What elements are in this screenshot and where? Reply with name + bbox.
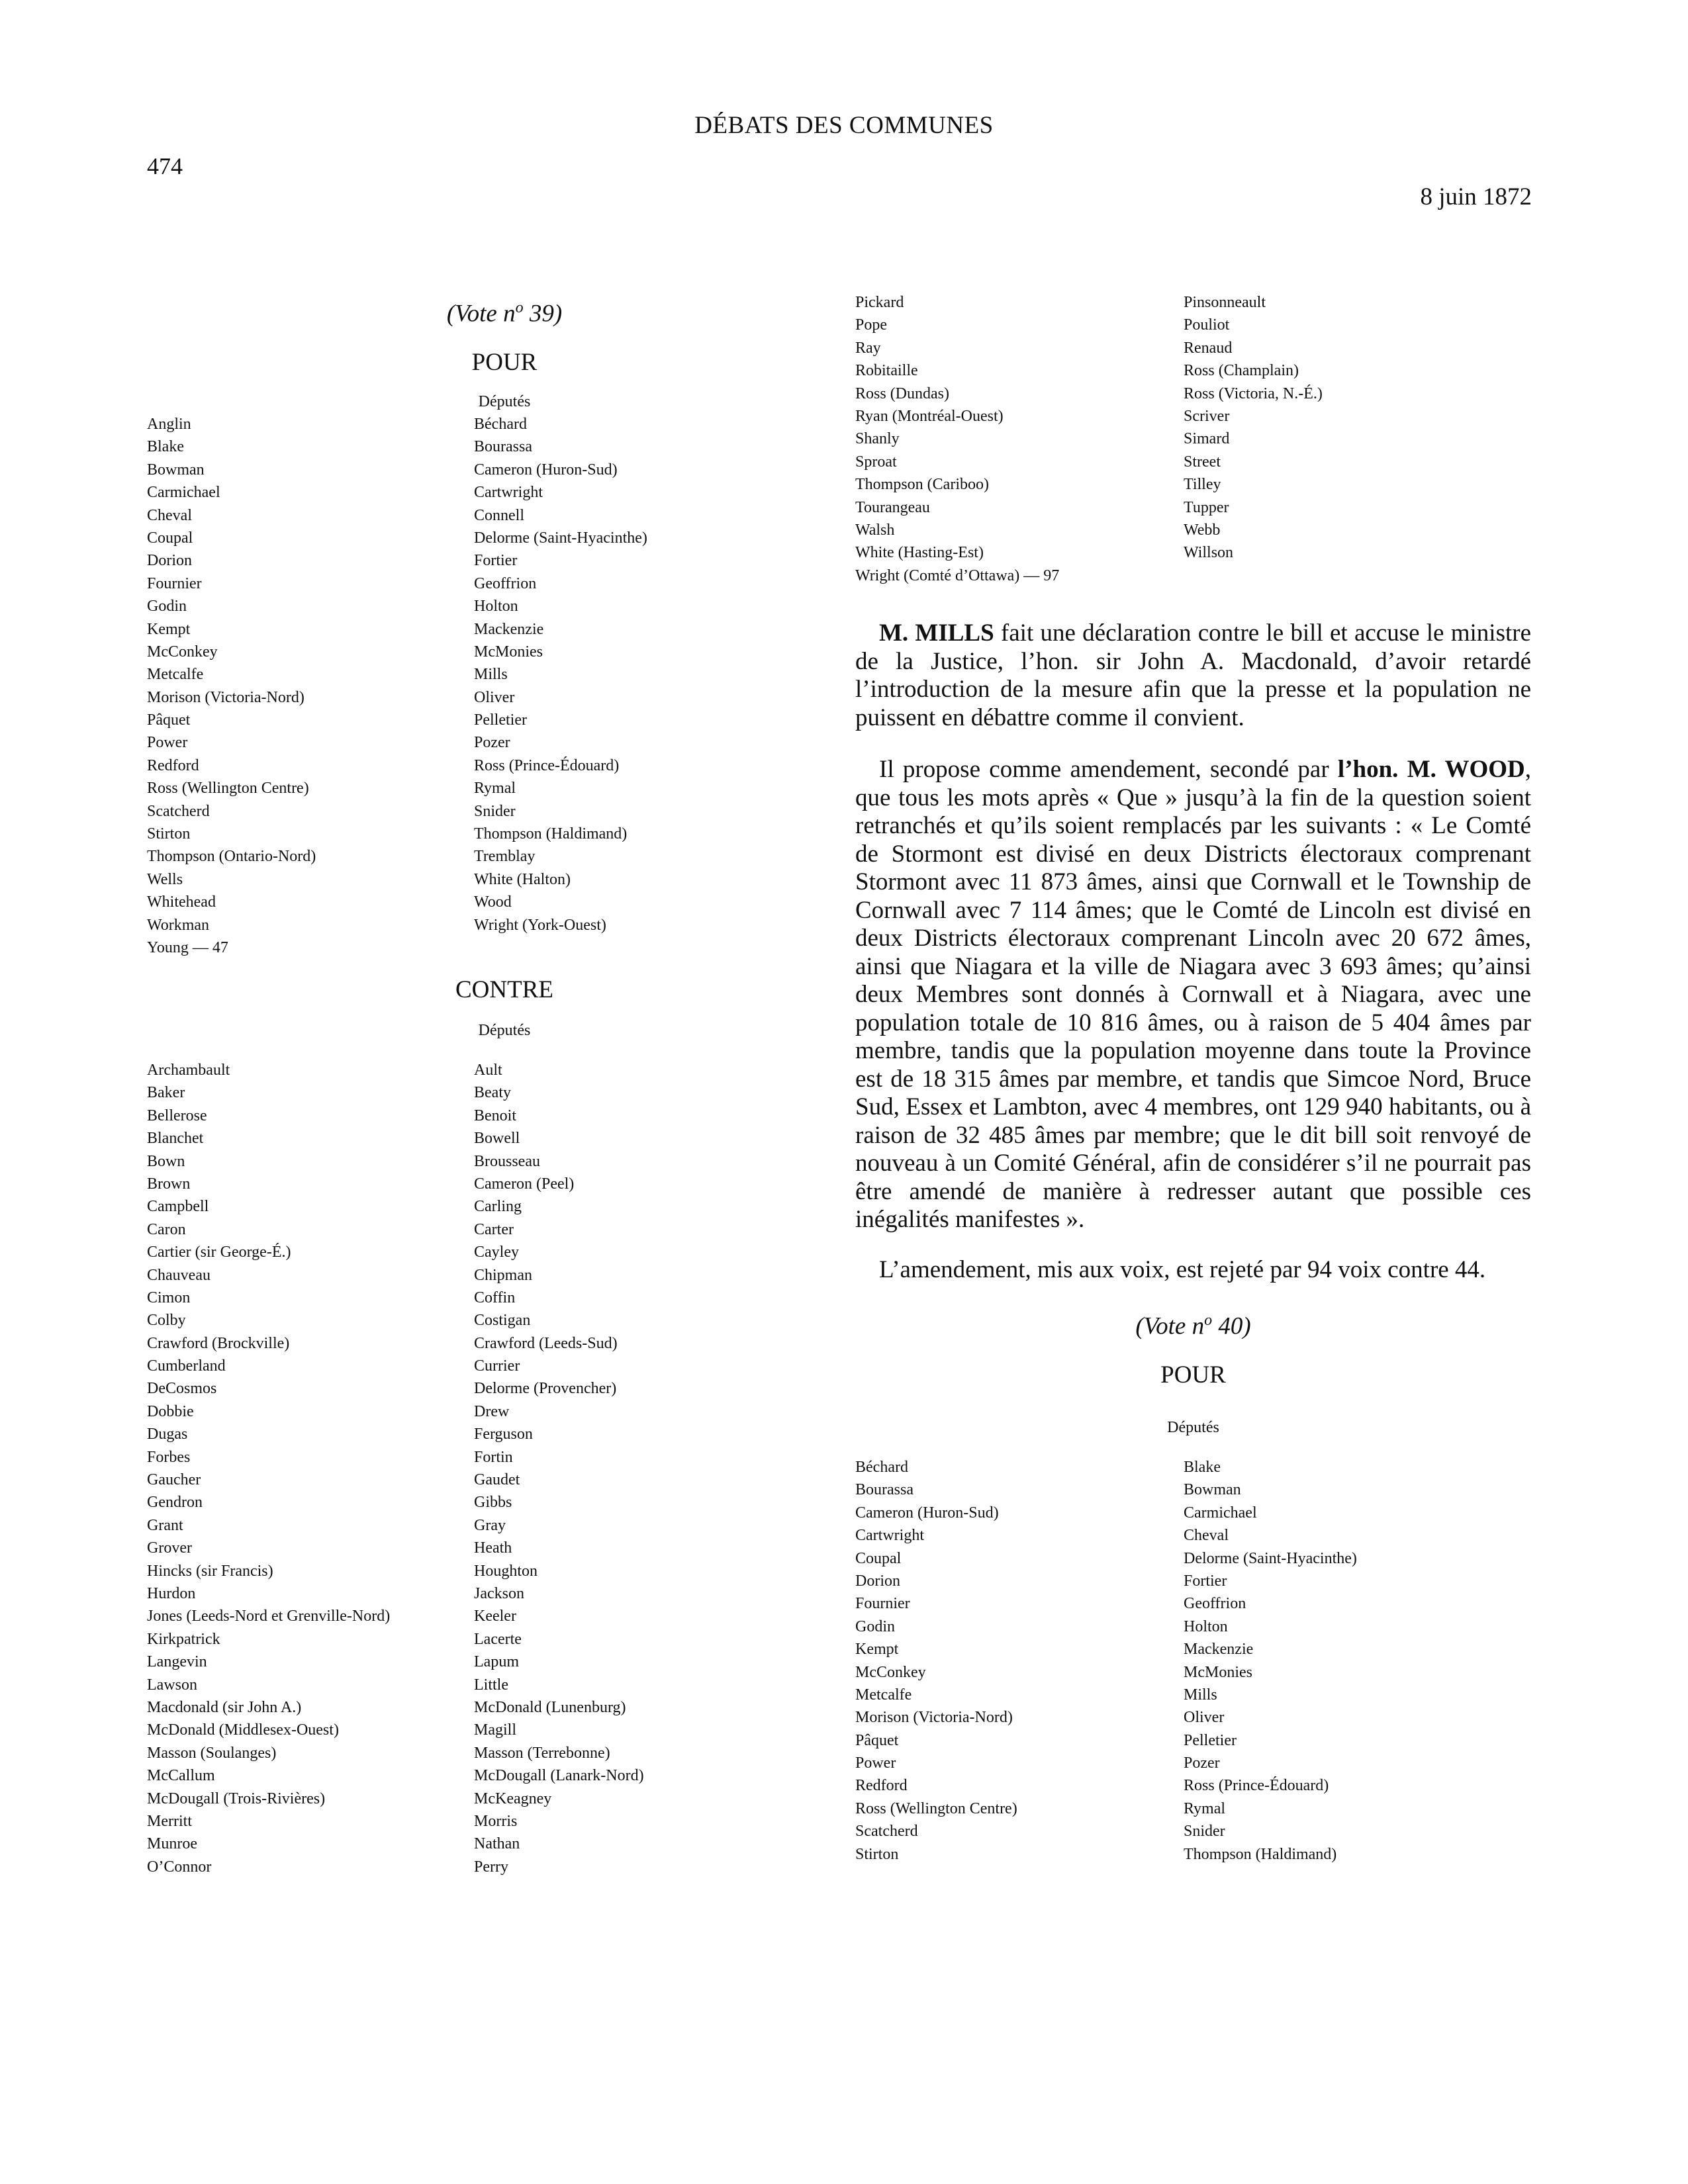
member-name: Redford [855, 1777, 908, 1795]
member-name: Fournier [855, 1595, 910, 1613]
speaker-mills: M. MILLS [879, 619, 994, 647]
member-name: Holton [474, 598, 518, 615]
member-name: Sproat [855, 453, 897, 471]
member-name: Forbes [147, 1448, 191, 1466]
member-name: Tilley [1184, 476, 1221, 494]
member-name: Gaudet [474, 1471, 520, 1489]
member-name: White (Hasting-Est) [855, 544, 984, 562]
member-name: Bourassa [474, 438, 532, 456]
member-name: Perry [474, 1858, 508, 1876]
vote-40-heading-suffix: 40) [1212, 1312, 1251, 1340]
member-name: Robitaille [855, 362, 918, 380]
member-name: Cimon [147, 1289, 191, 1306]
member-name: Blake [147, 438, 184, 456]
vote-39-heading-prefix: (Vote n [446, 300, 516, 328]
member-name: Cartwright [855, 1527, 924, 1545]
member-name: Dorion [855, 1572, 900, 1590]
paragraph-amendment [855, 756, 1531, 1234]
vote-40-heading-prefix: (Vote n [1135, 1312, 1205, 1340]
member-name: Shanly [855, 430, 900, 448]
member-name: Chipman [474, 1266, 532, 1284]
member-name: Munroe [147, 1835, 197, 1853]
member-name: Pinsonneault [1184, 294, 1266, 311]
member-name: Pâquet [855, 1731, 899, 1749]
member-name: Cameron (Huron-Sud) [855, 1504, 999, 1522]
member-name: Renaud [1184, 339, 1233, 357]
member-name: Cumberland [147, 1357, 226, 1375]
member-name: Béchard [855, 1459, 908, 1476]
speaker-wood: l’hon. M. WOOD [1337, 756, 1525, 783]
member-name: Coupal [855, 1549, 902, 1567]
member-name: Gibbs [474, 1494, 512, 1512]
member-name: McMonies [1184, 1663, 1252, 1681]
member-name: Wood [474, 893, 512, 911]
member-name: Carmichael [1184, 1504, 1257, 1522]
member-name: Delorme (Saint-Hyacinthe) [474, 529, 647, 547]
member-name: Macdonald (sir John A.) [147, 1698, 302, 1716]
member-name: Webb [1184, 521, 1221, 539]
member-name: McConkey [855, 1663, 926, 1681]
vote-40-pour-subheading: Députés [1167, 1419, 1219, 1436]
member-name: Tourangeau [855, 498, 930, 516]
member-name: O’Connor [147, 1858, 212, 1876]
member-name: Little [474, 1676, 508, 1694]
vote-40-heading [855, 1312, 1531, 1340]
member-name: Lawson [147, 1676, 197, 1694]
vote-39-pour-col1 [147, 413, 316, 959]
member-name: Pope [855, 316, 887, 334]
member-name: Crawford (Brockville) [147, 1334, 290, 1352]
member-name: Pelletier [1184, 1731, 1237, 1749]
member-name: Ross (Victoria, N.-É.) [1184, 385, 1323, 402]
paragraph-mills [855, 619, 1531, 732]
member-name: Ross (Wellington Centre) [147, 780, 309, 797]
member-name: Oliver [1184, 1709, 1225, 1727]
member-name: Godin [147, 598, 187, 615]
member-name: Scatcherd [855, 1823, 918, 1841]
member-name: Keeler [474, 1608, 516, 1625]
member-name: Cameron (Peel) [474, 1175, 575, 1193]
page-number: 474 [147, 153, 183, 179]
member-name: McCallum [147, 1767, 215, 1785]
paragraph-amendment-body: , que tous les mots après « Que » jusqu’à la fin de la question soient retranchés et qu’ils soient remplacés par les suivants : « Le Comté de Stormont est divisé en deux Districts électoraux comprenant Stormont avec 11 873 âmes, ainsi que Cornwall et le Township de Cornwall avec 7 114 âmes; que le Comté de Lincoln est divisé en deux Districts électoraux comprenant Lincoln avec 20 672 âmes, ainsi que Niagara et la ville de Niagara avec 3 693 âmes; qu’ainsi deux Membres sont donnés à Cornwall et à Niagara, avec une population totale de 10 816 âmes, ou à raison de 5 404 âmes par membre, tandis que la population moyenne dans toute la Province est de 18 315 âmes par membre, et tandis que Simcoe Nord, Bruce Sud, Essex et Lambton, avec 4 membres, ont 129 940 habitants, ou à raison de 32 485 âmes par membre; que le dit bill soit renvoyé de nouveau à un Comité Général, afin de considérer s’il ne pourrait pas être amendé de manière à redresser autant que possible ces inégalités manifestes ». [855, 756, 1531, 1233]
member-name: Dobbie [147, 1402, 194, 1420]
vote-39-contre-continued-col1 [855, 291, 1059, 587]
member-name: Metcalfe [855, 1686, 912, 1704]
member-name: Power [855, 1754, 896, 1772]
member-name: Nathan [474, 1835, 520, 1853]
member-name: Delorme (Saint-Hyacinthe) [1184, 1549, 1357, 1567]
member-name: Cayley [474, 1244, 519, 1261]
member-name: Thompson (Haldimand) [474, 825, 628, 843]
paragraph-mills-body: fait une déclaration contre le bill et accuse le ministre de la Justice, l’hon. sir John A. Macdonald, d’avoir retardé l’introduction de la mesure afin que la presse et la population ne puissent en débattre comme il convient. [855, 619, 1531, 731]
member-name: Bellerose [147, 1107, 207, 1124]
member-name: Baker [147, 1084, 185, 1102]
member-name: Carmichael [147, 484, 220, 502]
member-name: Dugas [147, 1426, 188, 1443]
member-name: Workman [147, 916, 210, 934]
member-name: McDonald (Middlesex-Ouest) [147, 1721, 339, 1739]
member-name: Blanchet [147, 1130, 204, 1148]
member-name: McDonald (Lunenburg) [474, 1698, 626, 1716]
member-name: Costigan [474, 1312, 531, 1330]
member-name: Heath [474, 1539, 512, 1557]
member-name: Hurdon [147, 1584, 196, 1602]
vote-40-pour-col2 [1184, 1456, 1357, 1866]
member-name: Cheval [147, 506, 192, 524]
member-name: Archambault [147, 1062, 230, 1079]
vote-39-contre-continued-col2 [1184, 291, 1323, 565]
member-name: Young — 47 [147, 938, 228, 956]
member-name: Gaucher [147, 1471, 201, 1489]
member-name: DeCosmos [147, 1380, 217, 1398]
member-name: Jones (Leeds-Nord et Grenville-Nord) [147, 1608, 391, 1625]
member-name: Ross (Wellington Centre) [855, 1799, 1017, 1817]
member-name: Gendron [147, 1494, 203, 1512]
member-name: Chauveau [147, 1266, 211, 1284]
member-name: Bowman [1184, 1481, 1241, 1499]
member-name: Cartier (sir George-É.) [147, 1244, 291, 1261]
member-name: Pickard [855, 294, 904, 311]
member-name: McMonies [474, 643, 543, 660]
vote-39-pour-subheading: Députés [478, 393, 531, 410]
vote-40-pour-col1 [855, 1456, 1017, 1866]
member-name: Fortin [474, 1448, 513, 1466]
paragraph-amendment-start: Il propose comme amendement, secondé par [879, 756, 1338, 783]
member-name: Scriver [1184, 407, 1230, 425]
member-name: Snider [474, 802, 516, 820]
member-name: Delorme (Provencher) [474, 1380, 617, 1398]
member-name: Wright (York-Ouest) [474, 916, 606, 934]
member-name: Ferguson [474, 1426, 533, 1443]
member-name: Brousseau [474, 1152, 540, 1170]
member-name: Magill [474, 1721, 516, 1739]
member-name: Pâquet [147, 711, 191, 729]
vote-39-contre-col2 [474, 1059, 644, 1878]
vote-40-pour-heading: POUR [1160, 1361, 1226, 1388]
member-name: Mackenzie [474, 620, 544, 638]
vote-39-contre-col1 [147, 1059, 390, 1878]
member-name: Fortier [1184, 1572, 1227, 1590]
member-name: Colby [147, 1312, 186, 1330]
member-name: Thompson (Cariboo) [855, 476, 989, 494]
member-name: Morris [474, 1812, 518, 1830]
member-name: Power [147, 734, 188, 752]
member-name: Geoffrion [1184, 1595, 1246, 1613]
member-name: Fortier [474, 552, 518, 570]
member-name: Pozer [1184, 1754, 1220, 1772]
member-name: Tupper [1184, 498, 1229, 516]
member-name: Redford [147, 756, 199, 774]
member-name: Godin [855, 1617, 895, 1635]
member-name: McConkey [147, 643, 218, 660]
member-name: Tremblay [474, 848, 536, 866]
member-name: Lapum [474, 1653, 519, 1671]
member-name: Rymal [474, 780, 516, 797]
member-name: Rymal [1184, 1799, 1226, 1817]
member-name: Pozer [474, 734, 510, 752]
member-name: Oliver [474, 688, 515, 706]
member-name: Blake [1184, 1459, 1221, 1476]
member-name: Dorion [147, 552, 192, 570]
member-name: Cameron (Huron-Sud) [474, 461, 618, 478]
member-name: McDougall (Lanark-Nord) [474, 1767, 644, 1785]
member-name: Connell [474, 506, 524, 524]
member-name: Gray [474, 1516, 506, 1534]
member-name: Bowman [147, 461, 205, 478]
member-name: Mackenzie [1184, 1641, 1254, 1659]
vote-39-heading-sup: o [515, 299, 524, 316]
member-name: Grant [147, 1516, 183, 1534]
member-name: Ross (Champlain) [1184, 362, 1299, 380]
member-name: Snider [1184, 1823, 1225, 1841]
member-name: Cheval [1184, 1527, 1229, 1545]
member-name: Kirkpatrick [147, 1630, 220, 1648]
member-name: Ray [855, 339, 881, 357]
member-name: Mills [474, 666, 508, 684]
member-name: White (Halton) [474, 870, 571, 888]
member-name: Houghton [474, 1562, 538, 1580]
member-name: Hincks (sir Francis) [147, 1562, 273, 1580]
member-name: Coupal [147, 529, 193, 547]
member-name: Thompson (Ontario-Nord) [147, 848, 316, 866]
vote-39-heading-suffix: 39) [523, 300, 563, 328]
member-name: Fournier [147, 574, 202, 592]
member-name: Scatcherd [147, 802, 210, 820]
member-name: Grover [147, 1539, 192, 1557]
member-name: Ross (Dundas) [855, 385, 949, 402]
member-name: Masson (Terrebonne) [474, 1744, 610, 1762]
member-name: Ross (Prince-Édouard) [1184, 1777, 1329, 1795]
running-header: DÉBATS DES COMMUNES [694, 112, 994, 139]
member-name: Jackson [474, 1584, 524, 1602]
vote-40-heading-sup: o [1204, 1312, 1213, 1329]
member-name: Cartwright [474, 484, 543, 502]
member-name: Carling [474, 1198, 522, 1216]
member-name: Campbell [147, 1198, 209, 1216]
member-name: Ross (Prince-Édouard) [474, 756, 620, 774]
member-name: Crawford (Leeds-Sud) [474, 1334, 618, 1352]
member-name: Langevin [147, 1653, 207, 1671]
member-name: Whitehead [147, 893, 216, 911]
vote-39-contre-heading: CONTRE [455, 976, 553, 1003]
member-name: Ryan (Montréal-Ouest) [855, 407, 1004, 425]
member-name: Street [1184, 453, 1221, 471]
member-name: Anglin [147, 416, 191, 433]
member-name: Wright (Comté d’Ottawa) — 97 [855, 567, 1060, 584]
member-name: Pelletier [474, 711, 527, 729]
member-name: Thompson (Haldimand) [1184, 1845, 1337, 1863]
member-name: Simard [1184, 430, 1230, 448]
page-date: 8 juin 1872 [1420, 183, 1532, 210]
member-name: Morison (Victoria-Nord) [855, 1709, 1013, 1727]
vote-39-pour-col2 [474, 413, 647, 936]
member-name: Stirton [147, 825, 191, 843]
member-name: Caron [147, 1220, 186, 1238]
vote-39-contre-subheading: Députés [478, 1022, 531, 1039]
member-name: Drew [474, 1402, 510, 1420]
member-name: Lacerte [474, 1630, 522, 1648]
member-name: McDougall (Trois-Rivières) [147, 1790, 326, 1807]
member-name: Béchard [474, 416, 527, 433]
member-name: McKeagney [474, 1790, 552, 1807]
member-name: Willson [1184, 544, 1234, 562]
member-name: Carter [474, 1220, 514, 1238]
member-name: Brown [147, 1175, 191, 1193]
member-name: Masson (Soulanges) [147, 1744, 277, 1762]
member-name: Benoit [474, 1107, 516, 1124]
member-name: Holton [1184, 1617, 1228, 1635]
member-name: Stirton [855, 1845, 899, 1863]
member-name: Bowell [474, 1130, 520, 1148]
member-name: Geoffrion [474, 574, 537, 592]
vote-39-pour-heading: POUR [471, 349, 538, 376]
member-name: Bown [147, 1152, 185, 1170]
member-name: Coffin [474, 1289, 516, 1306]
member-name: Beaty [474, 1084, 511, 1102]
member-name: Metcalfe [147, 666, 204, 684]
member-name: Walsh [855, 521, 895, 539]
member-name: Bourassa [855, 1481, 914, 1499]
member-name: Kempt [147, 620, 191, 638]
member-name: Mills [1184, 1686, 1217, 1704]
member-name: Pouliot [1184, 316, 1230, 334]
member-name: Merritt [147, 1812, 192, 1830]
paragraph-result: L’amendement, mis aux voix, est rejeté par 94 voix contre 44. [879, 1256, 1486, 1283]
member-name: Ault [474, 1062, 502, 1079]
member-name: Kempt [855, 1641, 899, 1659]
member-name: Morison (Victoria-Nord) [147, 688, 305, 706]
member-name: Wells [147, 870, 183, 888]
member-name: Currier [474, 1357, 520, 1375]
vote-39-heading [147, 299, 862, 328]
